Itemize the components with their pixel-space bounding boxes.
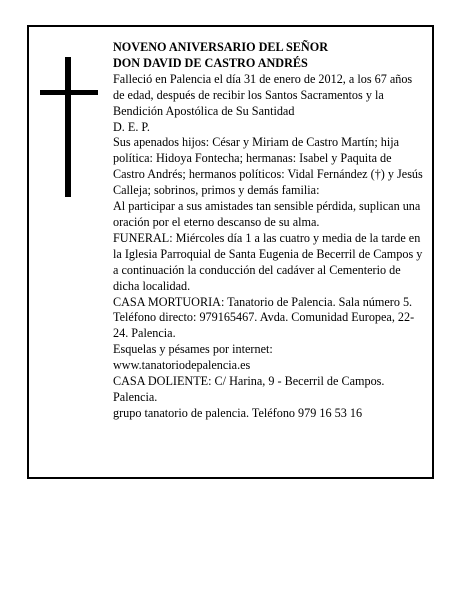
notice-title-line-2: DON DAVID DE CASTRO ANDRÉS (113, 55, 308, 70)
cross-icon (40, 57, 98, 197)
prayer-request: Al participar a sus amistades tan sensible pérdida, suplican una oración por el eterno descanso de su alma. (113, 199, 421, 229)
internet-condolences-label: Esquelas y pésames por internet: (113, 342, 273, 357)
obituary-text (113, 40, 423, 422)
funeral-home-contact: grupo tanatorio de palencia. Teléfono 979 16 53 16 (113, 405, 363, 420)
family-list: Sus apenados hijos: César y Miriam de Castro Martín; hija política: Hidoya Fontecha; hermanas: Isabel y Paquita de Castro Andrés; hermanos políticos: Vidal Fernández (†) y Jesús Calleja; sobrinos, primos y demás familia: (113, 135, 423, 198)
rip-line: D. E. P. (113, 119, 150, 134)
cross-vertical-bar (65, 57, 71, 197)
death-details: Falleció en Palencia el día 31 de enero de 2012, a los 67 años de edad, después de recibir los Santos Sacramentos y la Bendición Apostólica de Su Santidad (113, 71, 413, 118)
mourning-house-info: CASA DOLIENTE: C/ Harina, 9 - Becerril de Campos. Palencia. (113, 374, 385, 404)
website-url: www.tanatoriodepalencia.es (113, 358, 251, 373)
funeral-info: FUNERAL: Miércoles día 1 a las cuatro y media de la tarde en la Iglesia Parroquial de Santa Eugenia de Becerril de Campos y a continuación la conducción del cadáver al Cementerio de dicha localidad. (113, 230, 423, 293)
notice-title-line-1: NOVENO ANIVERSARIO DEL SEÑOR (113, 40, 329, 54)
mortuary-info: CASA MORTUORIA: Tanatorio de Palencia. Sala número 5. Teléfono directo: 979165467. Avda. Comunidad Europea, 22-24. Palencia. (113, 294, 415, 341)
cross-horizontal-bar (40, 90, 98, 95)
